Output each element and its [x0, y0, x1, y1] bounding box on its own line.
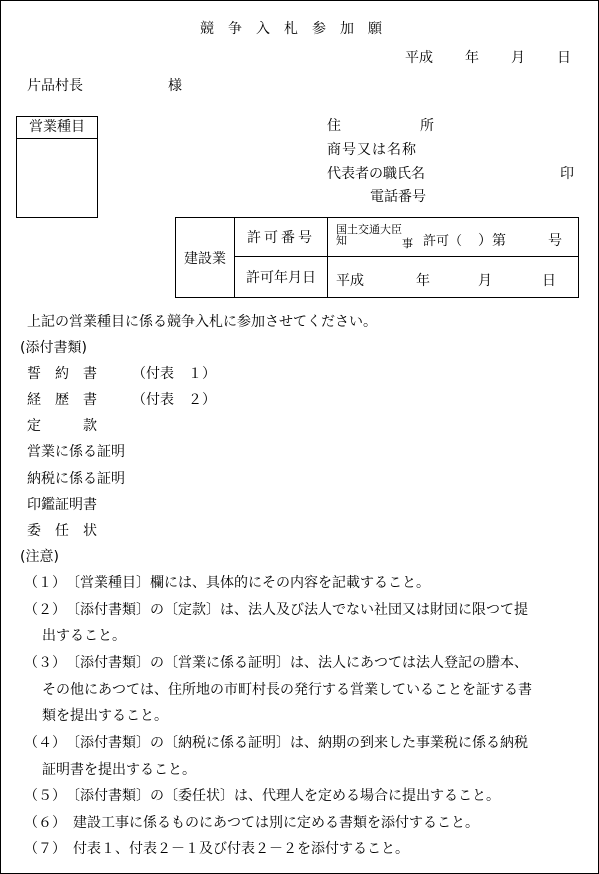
note-3-line-1: （３） 〔添付書類〕の〔営業に係る証明〕は、法人にあつては法人登記の謄本、 [24, 655, 528, 671]
attachment-name: 営業に係る証明 [27, 444, 125, 460]
permit-table [175, 217, 579, 298]
document-title: 競争入札参加願 [200, 21, 396, 37]
address-label-left: 住 [327, 118, 341, 134]
date-line [405, 51, 571, 65]
attachment-name: 経 歴 書 [27, 392, 97, 408]
notes-heading: (注意) [20, 549, 59, 565]
permit-issuer-bottom-right: 事 [402, 237, 413, 250]
attachments-heading: (添付書類) [20, 340, 87, 356]
note-4-line-1: （４） 〔添付書類〕の〔納税に係る証明〕は、納期の到来した事業税に係る納税 [24, 735, 528, 751]
request-text: 上記の営業種目に係る競争入札に参加させてください。 [27, 314, 377, 330]
note-3-line-3: 類を提出すること。 [42, 708, 168, 724]
attachment-name: 委 任 状 [27, 523, 97, 539]
permit-number-label: 許可番号 [235, 218, 328, 257]
attachment-sub: （付表 ２） [132, 392, 216, 408]
permit-issuer-bottom-left: 知 [336, 234, 347, 247]
address-label-right: 所 [420, 118, 434, 134]
recipient-honorific: 様 [168, 78, 182, 94]
business-type-box [16, 116, 98, 218]
note-4-line-2: 証明書を提出すること。 [42, 762, 196, 778]
attachment-item [27, 472, 125, 486]
attachment-item [27, 392, 216, 408]
business-type-label: 営業種目 [17, 117, 97, 139]
note-5: （５） 〔添付書類〕の〔委任状〕は、代理人を定める場合に提出すること。 [24, 788, 500, 804]
permit-number-value [328, 218, 579, 257]
date-month: 月 [511, 50, 525, 66]
seal-mark: 印 [560, 166, 574, 182]
applicant-address-label [327, 118, 434, 134]
note-1: （１） 〔営業種目〕欄には、具体的にその内容を記載すること。 [24, 575, 430, 591]
permit-go: 号 [548, 233, 562, 249]
attachment-item [27, 419, 97, 433]
permit-kyoka: 許可（ [423, 234, 463, 249]
attachment-name: 定 款 [27, 418, 97, 434]
attachment-name: 納税に係る証明 [27, 471, 125, 487]
attachment-name: 印鑑証明書 [27, 497, 97, 513]
permit-date-era: 平成 [336, 273, 364, 289]
note-3-line-2: その他にあつては、住所地の市町村長の発行する営業していることを証する書 [42, 682, 532, 698]
permit-category: 建設業 [176, 218, 235, 298]
recipient-name: 片品村長 [27, 78, 83, 94]
permit-date-label: 許可年月日 [235, 257, 328, 298]
applicant-phone-label: 電話番号 [370, 189, 426, 205]
date-era: 平成 [405, 50, 433, 66]
applicant-trade-name-label: 商号又は名称 [327, 142, 417, 158]
permit-date-year: 年 [416, 273, 430, 289]
permit-dai: ）第 [478, 233, 506, 249]
attachment-sub: （付表 １） [132, 366, 216, 382]
date-year: 年 [465, 50, 479, 66]
date-day: 日 [557, 50, 571, 66]
applicant-representative-label: 代表者の職氏名 [327, 166, 425, 182]
permit-issuer-top: 国土交通大臣 [336, 223, 402, 236]
attachment-item [27, 524, 97, 538]
note-2-line-2: 出すること。 [42, 628, 126, 644]
note-7: （７） 付表１、付表２－１及び付表２－２を添付すること。 [24, 841, 409, 857]
permit-date-day: 日 [542, 273, 556, 289]
permit-date-value [328, 257, 579, 298]
attachment-item [27, 366, 216, 382]
permit-date-month: 月 [478, 273, 492, 289]
note-6: （６） 建設工事に係るものにあつては別に定める書類を添付すること。 [24, 815, 479, 831]
attachment-item [27, 445, 125, 459]
note-2-line-1: （２） 〔添付書類〕の〔定款〕は、法人及び法人でない社団又は財団に限つて提 [24, 602, 528, 618]
attachment-item [27, 498, 97, 512]
attachment-name: 誓 約 書 [27, 366, 97, 382]
